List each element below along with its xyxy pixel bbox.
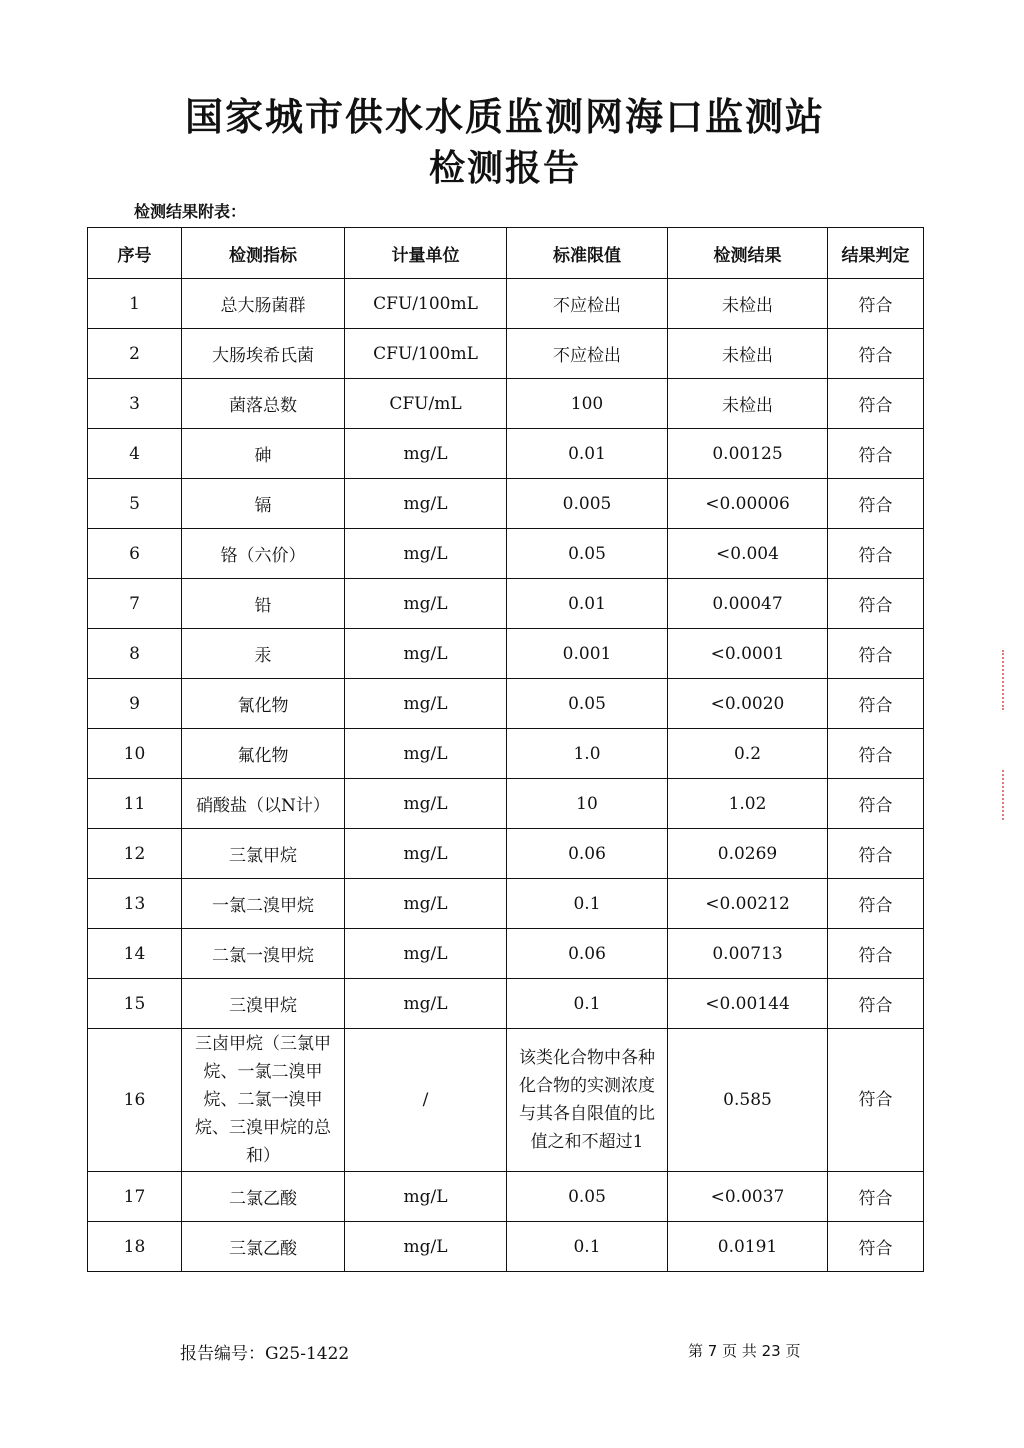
indicator-name: 三溴甲烷 — [182, 979, 345, 1029]
standard-limit: 0.01 — [507, 429, 668, 479]
standard-limit: 0.01 — [507, 579, 668, 629]
test-result: 0.0191 — [668, 1222, 828, 1272]
judgement: 符合 — [828, 729, 924, 779]
table-row — [88, 329, 924, 379]
standard-limit: 不应检出 — [507, 329, 668, 379]
indicator-name: 大肠埃希氏菌 — [182, 329, 345, 379]
unit: mg/L — [345, 429, 507, 479]
table-row — [88, 729, 924, 779]
judgement: 符合 — [828, 379, 924, 429]
unit: mg/L — [345, 829, 507, 879]
row-index: 1 — [88, 279, 182, 329]
indicator-name: 铅 — [182, 579, 345, 629]
row-index: 17 — [88, 1172, 182, 1222]
indicator-name: 三氯甲烷 — [182, 829, 345, 879]
table-row — [88, 929, 924, 979]
indicator-name: 总大肠菌群 — [182, 279, 345, 329]
test-result: <0.0001 — [668, 629, 828, 679]
table-row — [88, 379, 924, 429]
table-row — [88, 1029, 924, 1172]
unit: CFU/mL — [345, 379, 507, 429]
table-header-row — [88, 228, 924, 279]
judgement: 符合 — [828, 429, 924, 479]
unit: mg/L — [345, 529, 507, 579]
row-index: 18 — [88, 1222, 182, 1272]
table-row — [88, 1222, 924, 1272]
judgement: 符合 — [828, 279, 924, 329]
unit: mg/L — [345, 579, 507, 629]
standard-limit: 0.05 — [507, 679, 668, 729]
unit: CFU/100mL — [345, 329, 507, 379]
unit: / — [345, 1029, 507, 1172]
table-row — [88, 529, 924, 579]
test-result: 0.2 — [668, 729, 828, 779]
standard-limit: 0.1 — [507, 1222, 668, 1272]
table-row — [88, 979, 924, 1029]
table-row — [88, 1172, 924, 1222]
judgement: 符合 — [828, 829, 924, 879]
test-result: <0.0020 — [668, 679, 828, 729]
judgement: 符合 — [828, 1029, 924, 1172]
stamp-mark-icon — [1002, 650, 1024, 710]
test-result: 1.02 — [668, 779, 828, 829]
standard-limit: 0.05 — [507, 529, 668, 579]
table-row — [88, 479, 924, 529]
test-result: 0.00047 — [668, 579, 828, 629]
indicator-name: 汞 — [182, 629, 345, 679]
unit: mg/L — [345, 679, 507, 729]
indicator-name: 镉 — [182, 479, 345, 529]
standard-limit: 0.06 — [507, 929, 668, 979]
row-index: 10 — [88, 729, 182, 779]
test-result: 未检出 — [668, 329, 828, 379]
indicator-name: 二氯一溴甲烷 — [182, 929, 345, 979]
unit: mg/L — [345, 1222, 507, 1272]
header-cell: 标准限值 — [507, 228, 668, 279]
row-index: 8 — [88, 629, 182, 679]
unit: mg/L — [345, 979, 507, 1029]
row-index: 2 — [88, 329, 182, 379]
unit: mg/L — [345, 929, 507, 979]
results-table — [87, 227, 924, 1272]
indicator-name: 三卤甲烷（三氯甲烷、一氯二溴甲烷、二氯一溴甲烷、三溴甲烷的总和） — [182, 1029, 345, 1172]
unit: mg/L — [345, 779, 507, 829]
test-result: 未检出 — [668, 279, 828, 329]
row-index: 11 — [88, 779, 182, 829]
indicator-name: 砷 — [182, 429, 345, 479]
judgement: 符合 — [828, 1222, 924, 1272]
indicator-name: 一氯二溴甲烷 — [182, 879, 345, 929]
judgement: 符合 — [828, 579, 924, 629]
standard-limit: 1.0 — [507, 729, 668, 779]
judgement: 符合 — [828, 779, 924, 829]
header-cell: 检测指标 — [182, 228, 345, 279]
appendix-label: 检测结果附表： — [134, 202, 247, 221]
test-result: <0.0037 — [668, 1172, 828, 1222]
judgement: 符合 — [828, 479, 924, 529]
judgement: 符合 — [828, 679, 924, 729]
judgement: 符合 — [828, 629, 924, 679]
test-result: 0.585 — [668, 1029, 828, 1172]
unit: mg/L — [345, 479, 507, 529]
unit: mg/L — [345, 729, 507, 779]
standard-limit: 0.1 — [507, 879, 668, 929]
table-row — [88, 829, 924, 879]
row-index: 13 — [88, 879, 182, 929]
indicator-name: 二氯乙酸 — [182, 1172, 345, 1222]
indicator-name: 菌落总数 — [182, 379, 345, 429]
standard-limit: 10 — [507, 779, 668, 829]
header-cell: 结果判定 — [828, 228, 924, 279]
standard-limit: 0.05 — [507, 1172, 668, 1222]
standard-limit: 0.1 — [507, 979, 668, 1029]
test-result: 0.00713 — [668, 929, 828, 979]
test-result: <0.00144 — [668, 979, 828, 1029]
unit: CFU/100mL — [345, 279, 507, 329]
unit: mg/L — [345, 629, 507, 679]
unit: mg/L — [345, 879, 507, 929]
indicator-name: 铬（六价） — [182, 529, 345, 579]
judgement: 符合 — [828, 529, 924, 579]
row-index: 3 — [88, 379, 182, 429]
stamp-mark-icon — [1002, 770, 1024, 820]
table-row — [88, 779, 924, 829]
row-index: 7 — [88, 579, 182, 629]
results-body — [88, 279, 924, 1272]
header-cell: 计量单位 — [345, 228, 507, 279]
standard-limit: 100 — [507, 379, 668, 429]
table-row — [88, 679, 924, 729]
judgement: 符合 — [828, 329, 924, 379]
test-result: 0.00125 — [668, 429, 828, 479]
row-index: 14 — [88, 929, 182, 979]
indicator-name: 氟化物 — [182, 729, 345, 779]
unit: mg/L — [345, 1172, 507, 1222]
row-index: 5 — [88, 479, 182, 529]
table-row — [88, 279, 924, 329]
standard-limit: 0.001 — [507, 629, 668, 679]
judgement: 符合 — [828, 1172, 924, 1222]
test-result: 0.0269 — [668, 829, 828, 879]
table-row — [88, 629, 924, 679]
judgement: 符合 — [828, 979, 924, 1029]
test-result: 未检出 — [668, 379, 828, 429]
test-result: <0.00212 — [668, 879, 828, 929]
standard-limit: 0.005 — [507, 479, 668, 529]
row-index: 15 — [88, 979, 182, 1029]
indicator-name: 氰化物 — [182, 679, 345, 729]
page-number: 第 7 页 共 23 页 — [688, 1342, 801, 1360]
indicator-name: 硝酸盐（以N计） — [182, 779, 345, 829]
report-subtitle: 检测报告 — [428, 147, 581, 189]
row-index: 9 — [88, 679, 182, 729]
test-result: <0.004 — [668, 529, 828, 579]
row-index: 6 — [88, 529, 182, 579]
standard-limit: 不应检出 — [507, 279, 668, 329]
indicator-name: 三氯乙酸 — [182, 1222, 345, 1272]
standard-limit: 0.06 — [507, 829, 668, 879]
report-title: 国家城市供水水质监测网海口监测站 — [184, 94, 825, 139]
standard-limit: 该类化合物中各种化合物的实测浓度与其各自限值的比值之和不超过1 — [507, 1029, 668, 1172]
row-index: 4 — [88, 429, 182, 479]
header-cell: 序号 — [88, 228, 182, 279]
row-index: 16 — [88, 1029, 182, 1172]
row-index: 12 — [88, 829, 182, 879]
table-row — [88, 879, 924, 929]
test-result: <0.00006 — [668, 479, 828, 529]
judgement: 符合 — [828, 929, 924, 979]
judgement: 符合 — [828, 879, 924, 929]
header-cell: 检测结果 — [668, 228, 828, 279]
report-number: 报告编号：G25-1422 — [180, 1344, 350, 1364]
table-row — [88, 579, 924, 629]
table-row — [88, 429, 924, 479]
